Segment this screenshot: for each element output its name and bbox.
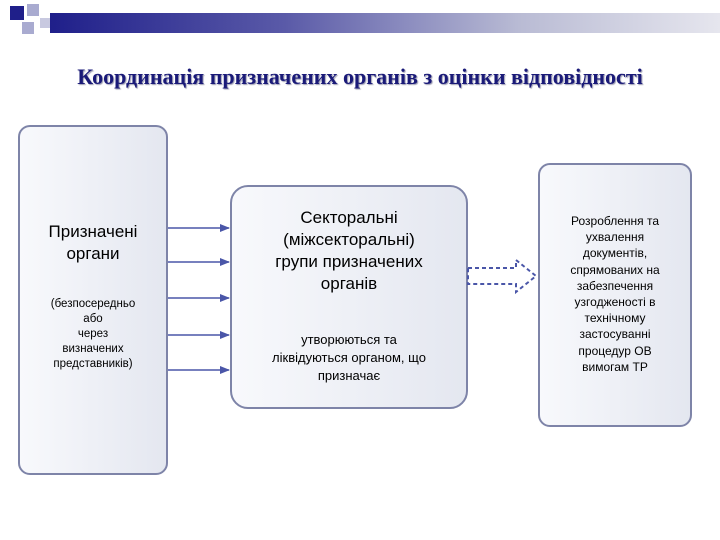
text-line: узгодженості в [574,295,656,310]
text-line: застосуванні [579,327,651,342]
heading-line: органи [66,244,120,263]
text-line: документів, [582,246,648,261]
text-line: ухвалення [585,230,645,245]
heading-line: Призначені [48,222,138,241]
heading-line: органів [320,274,378,293]
text-line: забезпечення [576,278,654,293]
text-line: технічному [584,311,646,326]
subtext-line: або [83,313,103,325]
page-title: Координація призначених органів з оцінки відповідності [77,64,643,89]
subtext-line: призначає [317,368,381,383]
text-line: Розроблення та [571,214,659,228]
heading-line: групи призначених [275,252,423,271]
text-line: спрямованих на [570,262,660,277]
subtext-line: (безпосередньо [50,298,136,310]
heading-line: (міжсекторальні) [283,230,415,249]
subtext-line: ліквідуються органом, що [272,350,426,365]
subtext-line: представників) [53,358,133,370]
text-line: процедур ОВ [578,343,652,358]
subtext-line: утворюються та [301,332,397,347]
subtext-line: визначених [62,343,124,355]
big-arrow [468,260,536,292]
subtext-line: через [77,328,109,340]
text-line: вимогам ТР [582,359,648,374]
heading-line: Секторальні [300,208,398,227]
